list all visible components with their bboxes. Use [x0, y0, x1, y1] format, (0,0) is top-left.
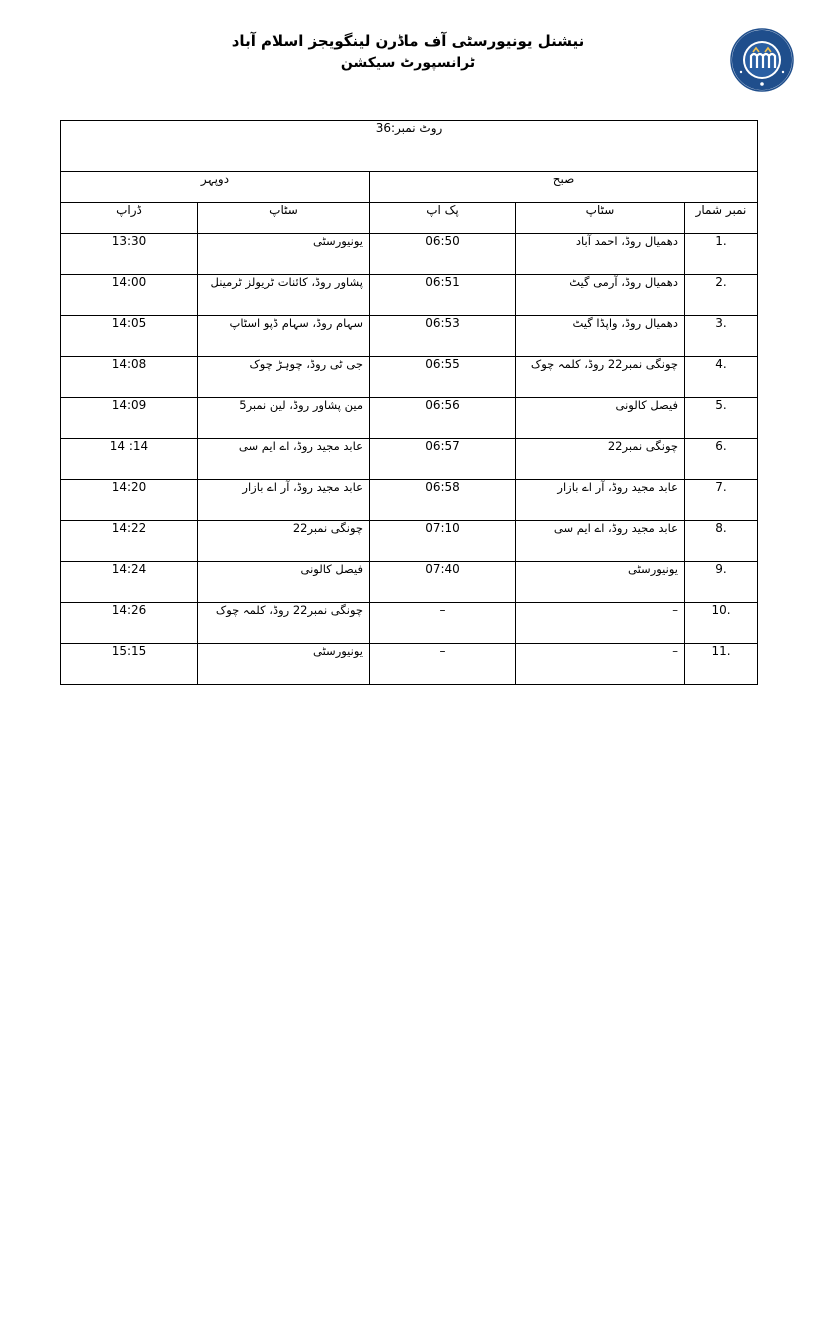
afternoon-stop-cell: یونیورسٹی [198, 644, 370, 685]
drop-cell: 15:15 [61, 644, 198, 685]
afternoon-stop-column-header: سٹاپ [198, 203, 370, 234]
morning-stop-cell: یونیورسٹی [516, 562, 685, 603]
morning-stop-cell: دھمیال روڈ، احمد آباد [516, 234, 685, 275]
afternoon-stop-cell: چونگی نمبر22 روڈ، کلمہ چوک [198, 603, 370, 644]
morning-stop-cell: – [516, 644, 685, 685]
section-name: ٹرانسپورٹ سیکشن [340, 55, 476, 71]
drop-cell: 14:09 [61, 398, 198, 439]
university-name: نیشنل یونیورسٹی آف ماڈرن لینگویجز اسلام آباد [231, 32, 585, 50]
afternoon-stop-cell: عابد مجید روڈ، آر اے بازار [198, 480, 370, 521]
afternoon-stop-cell: جی ٹی روڈ، چوہڑ چوک [198, 357, 370, 398]
morning-stop-cell: – [516, 603, 685, 644]
serial-column-header: نمبر شمار [685, 203, 758, 234]
drop-cell: 14:05 [61, 316, 198, 357]
drop-cell: 14:20 [61, 480, 198, 521]
table-row [61, 644, 758, 685]
morning-stop-cell: چونگی نمبر22 [516, 439, 685, 480]
afternoon-header: دوپہر [61, 172, 370, 203]
morning-stop-cell: عابد مجید روڈ، آر اے بازار [516, 480, 685, 521]
pickup-cell: 06:51 [370, 275, 516, 316]
table-row [61, 357, 758, 398]
route-schedule-table [60, 120, 758, 685]
drop-cell: 13:30 [61, 234, 198, 275]
pickup-cell: 06:53 [370, 316, 516, 357]
pickup-cell: 06:55 [370, 357, 516, 398]
serial-cell: 2. [685, 275, 758, 316]
serial-cell: 9. [685, 562, 758, 603]
pickup-cell: 07:10 [370, 521, 516, 562]
pickup-cell: 06:56 [370, 398, 516, 439]
drop-cell: 14:00 [61, 275, 198, 316]
pickup-cell: – [370, 603, 516, 644]
serial-cell: 7. [685, 480, 758, 521]
morning-stop-cell: دھمیال روڈ، واپڈا گیٹ [516, 316, 685, 357]
table-row [61, 480, 758, 521]
table-row [61, 316, 758, 357]
drop-cell: 14:26 [61, 603, 198, 644]
morning-header: صبح [370, 172, 758, 203]
drop-cell: 14:24 [61, 562, 198, 603]
serial-cell: 5. [685, 398, 758, 439]
morning-stop-column-header: سٹاپ [516, 203, 685, 234]
pickup-cell: – [370, 644, 516, 685]
afternoon-stop-cell: سہام روڈ، سہام ڈپو اسٹاپ [198, 316, 370, 357]
table-row [61, 562, 758, 603]
afternoon-stop-cell: یونیورسٹی [198, 234, 370, 275]
drop-cell: 14 :14 [61, 439, 198, 480]
table-row [61, 398, 758, 439]
morning-stop-cell: فیصل کالونی [516, 398, 685, 439]
pickup-cell: 06:58 [370, 480, 516, 521]
serial-cell: 1. [685, 234, 758, 275]
drop-cell: 14:08 [61, 357, 198, 398]
column-header-row [61, 203, 758, 234]
morning-stop-cell: عابد مجید روڈ، اے ایم سی [516, 521, 685, 562]
serial-cell: 3. [685, 316, 758, 357]
table-row [61, 439, 758, 480]
afternoon-stop-cell: عابد مجید روڈ، اے ایم سی [198, 439, 370, 480]
table-row [61, 234, 758, 275]
pickup-column-header: پک اپ [370, 203, 516, 234]
university-logo [730, 28, 794, 92]
serial-cell: 10. [685, 603, 758, 644]
table-row [61, 275, 758, 316]
drop-column-header: ڈراپ [61, 203, 198, 234]
morning-stop-cell: چونگی نمبر22 روڈ، کلمہ چوک [516, 357, 685, 398]
document-header [0, 30, 816, 74]
afternoon-stop-cell: مین پشاور روڈ، لین نمبر5 [198, 398, 370, 439]
serial-cell: 4. [685, 357, 758, 398]
afternoon-stop-cell: چونگی نمبر22 [198, 521, 370, 562]
afternoon-stop-cell: پشاور روڈ، کائنات ٹریولز ٹرمینل [198, 275, 370, 316]
route-title-row [61, 121, 758, 172]
drop-cell: 14:22 [61, 521, 198, 562]
table-row [61, 521, 758, 562]
morning-stop-cell: دھمیال روڈ، آرمی گیٹ [516, 275, 685, 316]
shift-header-row [61, 172, 758, 203]
serial-cell: 8. [685, 521, 758, 562]
pickup-cell: 06:57 [370, 439, 516, 480]
pickup-cell: 07:40 [370, 562, 516, 603]
serial-cell: 6. [685, 439, 758, 480]
afternoon-stop-cell: فیصل کالونی [198, 562, 370, 603]
pickup-cell: 06:50 [370, 234, 516, 275]
route-title: روٹ نمبر:36 [61, 121, 758, 172]
serial-cell: 11. [685, 644, 758, 685]
table-row [61, 603, 758, 644]
